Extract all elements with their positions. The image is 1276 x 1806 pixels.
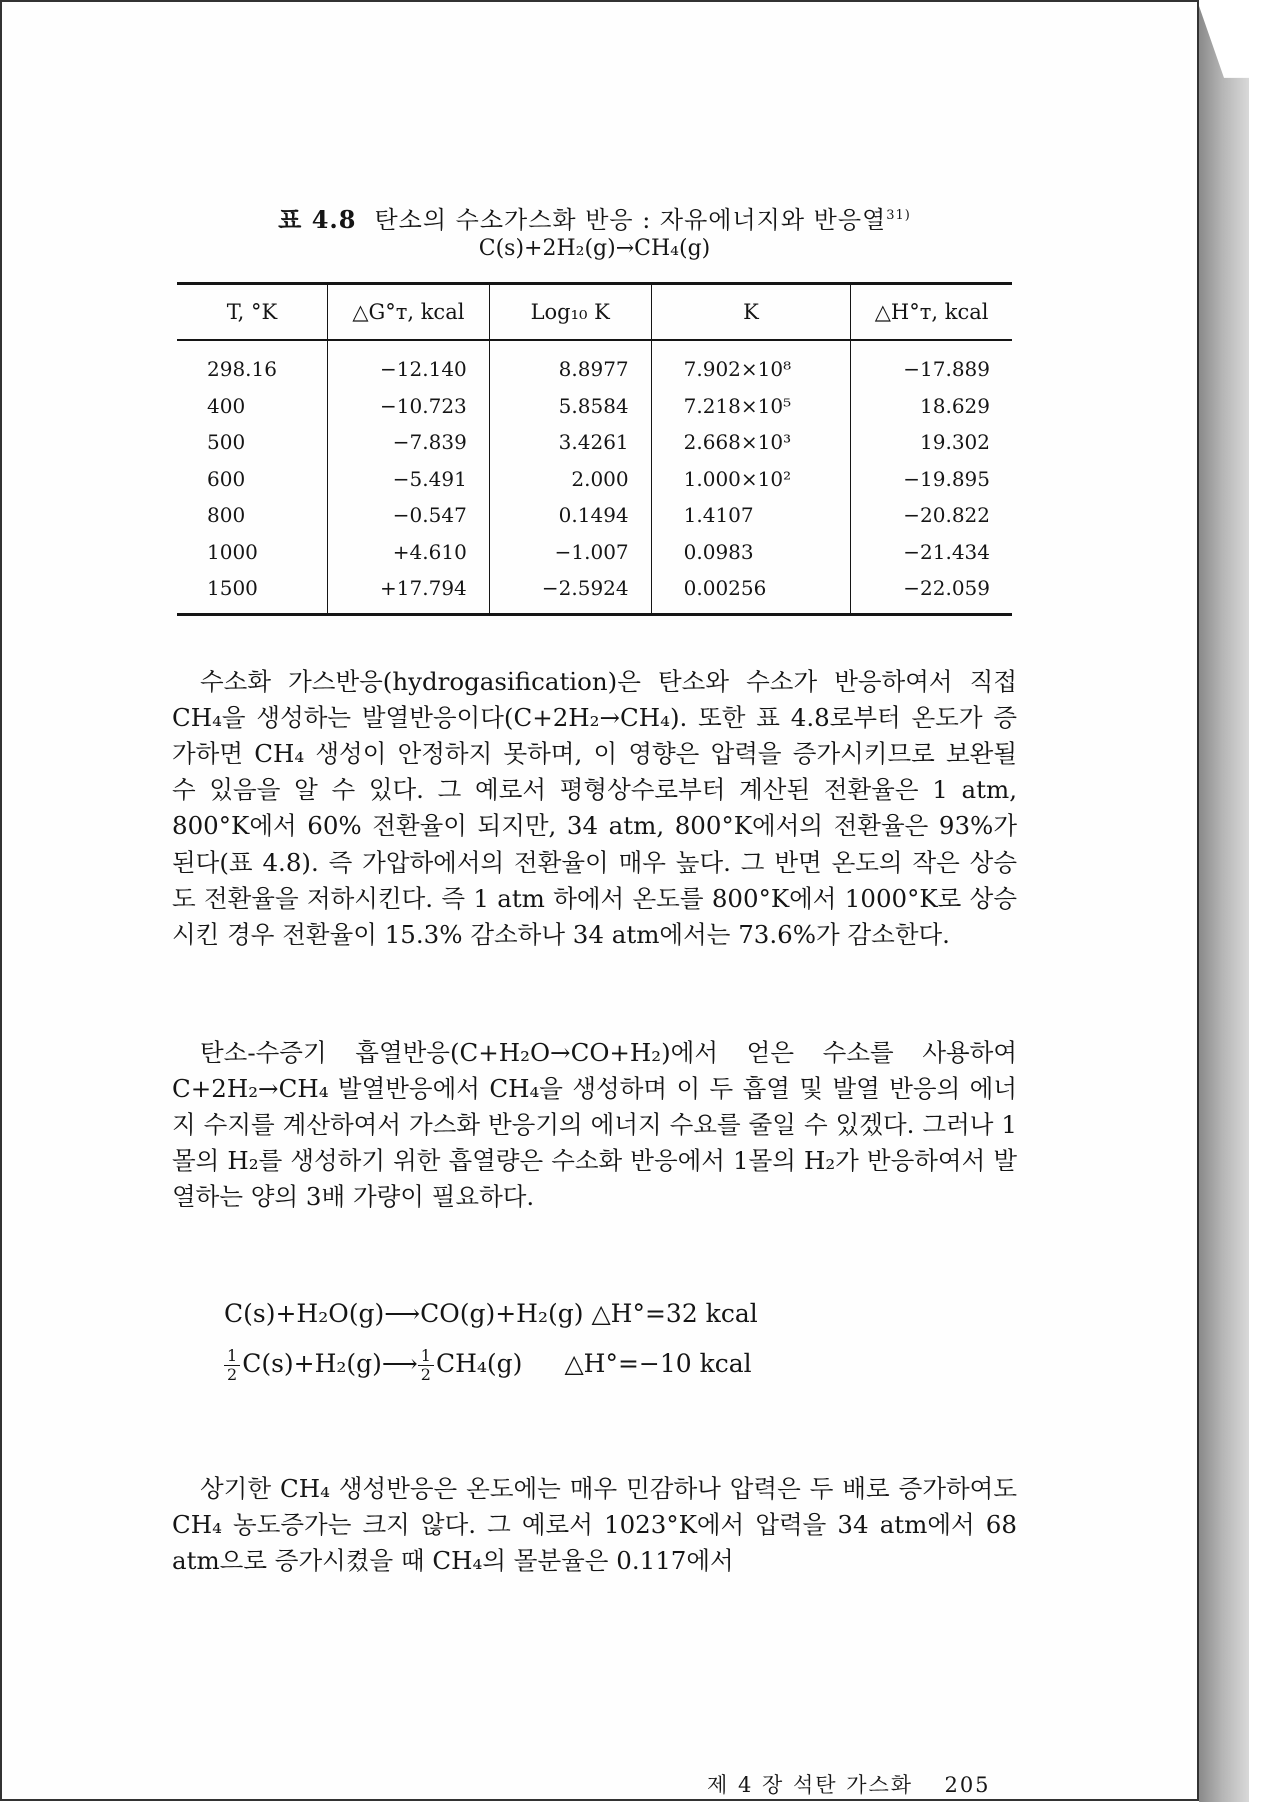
table-cell: 7.902×10⁸	[651, 340, 851, 388]
table-cell: −10.723	[327, 388, 489, 425]
header-delta-h: △H°ᴛ, kcal	[851, 284, 1012, 341]
body-paragraph: 상기한 CH₄ 생성반응은 온도에는 매우 민감하나 압력은 두 배로 증가하여도 CH₄ 농도증가는 크지 않다. 그 예로서 1023°K에서 압력을 34 atm에서 68 atm으로 증가시켰을 때 CH₄의 몰분율은 0.117에서	[172, 1473, 1017, 1575]
table-cell: 0.0983	[651, 534, 851, 571]
table-cell: 1000	[207, 539, 258, 564]
page-edge-shadow	[1199, 6, 1249, 1802]
equation-part: CH₄(g)	[435, 1349, 523, 1378]
header-k: K	[651, 284, 851, 341]
table-cell: 1500	[207, 576, 258, 601]
table-cell: 0.1494	[489, 497, 651, 534]
table-cell: −20.822	[851, 497, 1012, 534]
body-paragraph: 탄소-수증기 흡열반응(C+H₂O→CO+H₂)에서 얻은 수소를 사용하여 C+2H₂→CH₄ 발열반응에서 CH₄을 생성하며 이 두 흡열 및 발열 반응의 에너지 수지를 계산하여서 가스화 반응기의 에너지 수요를 줄일 수 있겠다. 그러나 1몰의 H₂를 생성하기 위한 흡열량은 수소화 반응에서 1몰의 H₂가 반응하여서 발열하는 양의 3배 가량이 필요하다.	[172, 1037, 1017, 1212]
table-cell: −7.839	[327, 424, 489, 461]
table-header-row	[177, 284, 1012, 341]
equation-part: C(s)+H₂(g)⟶	[242, 1349, 418, 1378]
table-cell: +4.610	[327, 534, 489, 571]
table-cell: −22.059	[851, 570, 1012, 614]
body-paragraph: 수소화 가스반응(hydrogasification)은 탄소와 수소가 반응하여서 직접 CH₄을 생성하는 발열반응이다(C+2H₂→CH₄). 또한 표 4.8로부터 온도가 증가하면 CH₄ 생성이 안정하지 못하며, 이 영향은 압력을 증가시키므로 보완될 수 있음을 알 수 있다. 그 예로서 평형상수로부터 계산된 전환율은 1 atm, 800°K에서 60% 전환율이 되지만, 34 atm, 800°K에서의 전환율은 93%가 된다(표 4.8). 즉 가압하에서의 전환율이 매우 높다. 그 반면 온도의 작은 상승도 전환율을 저하시킨다. 즉 1 atm 하에서 온도를 800°K에서 1000°K로 상승시킨 경우 전환율이 15.3% 감소하나 34 atm에서는 73.6%가 감소한다.	[172, 666, 1017, 949]
table-row	[177, 497, 1012, 534]
table-cell: −19.895	[851, 461, 1012, 498]
table-cell: 8.8977	[489, 340, 651, 388]
chapter-title: 제 4 장 석탄 가스화	[707, 1773, 914, 1797]
table-cell: 19.302	[851, 424, 1012, 461]
table-cell: −0.547	[327, 497, 489, 534]
equation-enthalpy: △H°=−10 kcal	[564, 1349, 752, 1378]
table-cell: 1.000×10²	[651, 461, 851, 498]
table-cell: 1.4107	[651, 497, 851, 534]
table-cell: +17.794	[327, 570, 489, 614]
fraction: $\frac{1}{2}$	[224, 1347, 240, 1384]
table-cell: 400	[207, 393, 246, 418]
header-temperature: T, °K	[177, 284, 327, 341]
table-cell: 7.218×10⁵	[651, 388, 851, 425]
header-log-k: Log₁₀ K	[489, 284, 651, 341]
table-cell: 2.000	[489, 461, 651, 498]
table-row	[177, 534, 1012, 571]
table-row	[177, 424, 1012, 461]
table-row	[177, 570, 1012, 614]
header-delta-g: △G°ᴛ, kcal	[327, 284, 489, 341]
table-title: 탄소의 수소가스화 반응 : 자유에너지와 반응열	[374, 206, 887, 234]
table-cell: 3.4261	[489, 424, 651, 461]
table-cell: 2.668×10³	[651, 424, 851, 461]
page-footer	[707, 1769, 991, 1799]
fraction: $\frac{1}{2}$	[418, 1347, 434, 1384]
data-table	[177, 282, 1012, 616]
table-label: 표 4.8	[278, 205, 357, 234]
table-row	[177, 340, 1012, 388]
table-cell: 600	[207, 466, 246, 491]
table-cell: 0.00256	[651, 570, 851, 614]
table-row	[177, 388, 1012, 425]
table-caption	[172, 200, 1017, 235]
table-cell: −2.5924	[489, 570, 651, 614]
table-cell: −21.434	[851, 534, 1012, 571]
table-reference: 31)	[886, 208, 911, 223]
table-cell: 5.8584	[489, 388, 651, 425]
table-cell: −5.491	[327, 461, 489, 498]
page-number: 205	[944, 1773, 991, 1797]
table-reaction: C(s)+2H₂(g)→CH₄(g)	[478, 236, 711, 261]
table-cell: 18.629	[851, 388, 1012, 425]
table-cell: −1.007	[489, 534, 651, 571]
equation-methanation	[224, 1347, 752, 1384]
table-cell: 500	[207, 430, 246, 455]
equation-steam-reaction: C(s)+H₂O(g)⟶CO(g)+H₂(g) △H°=32 kcal	[224, 1299, 758, 1328]
table-cell: −12.140	[327, 340, 489, 388]
table-cell: 800	[207, 503, 246, 528]
table-cell: 298.16	[207, 357, 277, 382]
table-row	[177, 461, 1012, 498]
table-cell: −17.889	[851, 340, 1012, 388]
